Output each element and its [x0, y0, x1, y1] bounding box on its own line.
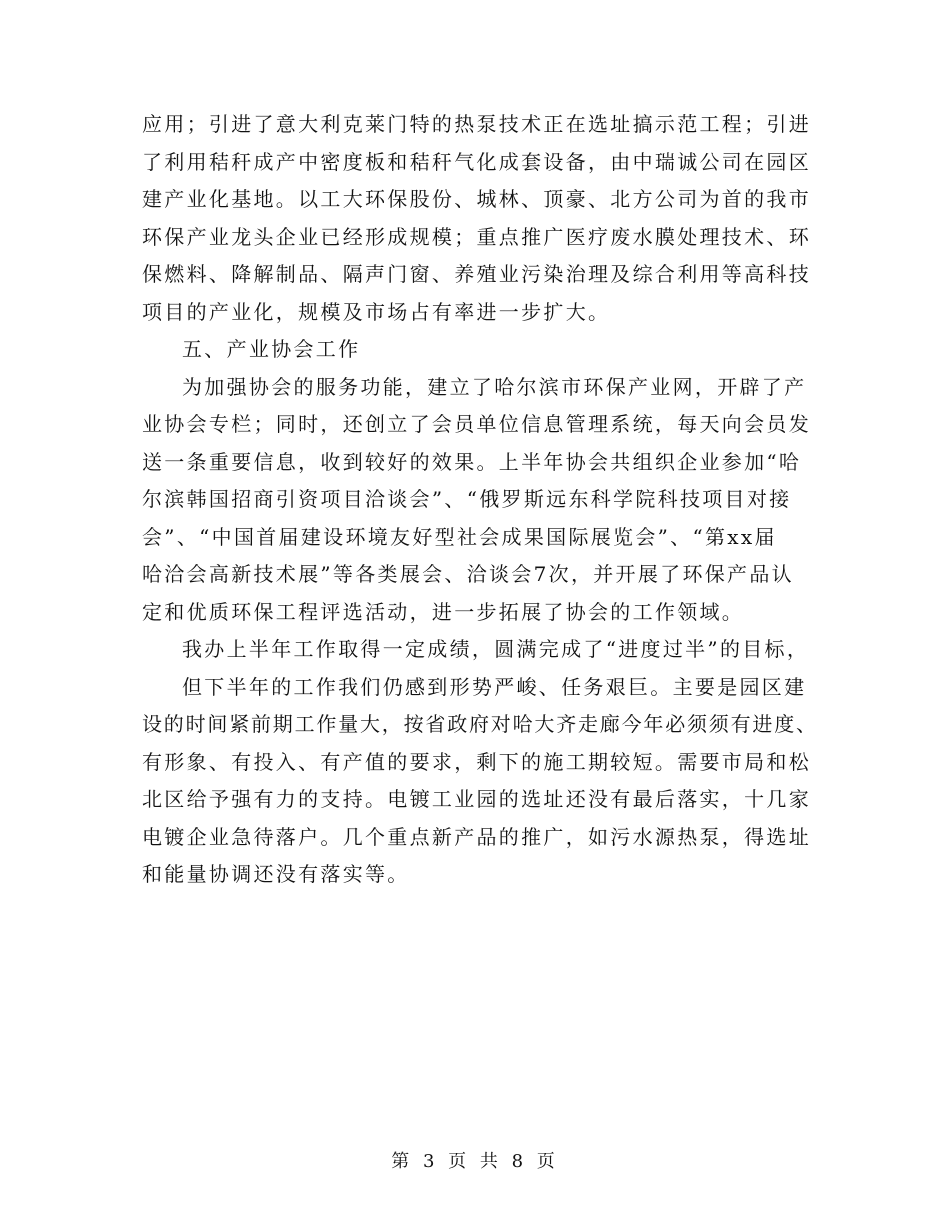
body-text: [142, 106, 817, 894]
text-line: 送一条重要信息，收到较好的效果。上半年协会共组织企业参加“哈: [142, 449, 802, 474]
page-number-footer: 第 3 页 共 8 页: [391, 1151, 559, 1172]
section-heading: 五、产业协会工作: [182, 337, 361, 361]
text-line: 建产业化基地。以工大环保股份、城林、顶豪、北方公司为首的我市: [142, 187, 811, 211]
text-line: 保燃料、降解制品、隔声门窗、养殖业污染治理及综合利用等高科技: [142, 262, 811, 286]
text-line: 和能量协调还没有落实等。: [142, 862, 410, 886]
text-line: 环保产业龙头企业已经形成规模；重点推广医疗废水膜处理技术、环: [142, 224, 811, 249]
text-line: 项目的产业化，规模及市场占有率进一步扩大。: [142, 299, 611, 324]
text-line: 我办上半年工作取得一定成绩，圆满完成了“进度过半”的目标，: [182, 637, 810, 661]
text-line: 设的时间紧前期工作量大，按省政府对哈大齐走廊今年必须须有进度、: [142, 712, 818, 736]
text-line: 北区给予强有力的支持。电镀工业园的选址还没有最后落实，十几家: [142, 787, 811, 811]
text-line: 了利用秸秆成产中密度板和秸秆气化成套设备，由中瑞诚公司在园区: [142, 149, 811, 174]
text-line: 电镀企业急待落户。几个重点新产品的推广，如污水源热泵，得选址: [142, 824, 811, 849]
text-line: 有形象、有投入、有产值的要求，剩下的施工期较短。需要市局和松: [142, 749, 811, 774]
text-line: 但下半年的工作我们仍感到形势严峻、任务艰巨。主要是园区建: [182, 674, 807, 699]
text-line: 应用；引进了意大利克莱门特的热泵技术正在选址搞示范工程；引进: [142, 112, 811, 136]
text-line: 业协会专栏；同时，还创立了会员单位信息管理系统，每天向会员发: [142, 412, 811, 436]
text-line: 会”、“中国首届建设环境友好型社会成果国际展览会”、“第xx届: [142, 524, 777, 549]
text-line: 尔滨韩国招商引资项目洽谈会”、“俄罗斯远东科学院科技项目对接: [142, 487, 792, 511]
text-line: 为加强协会的服务功能，建立了哈尔滨市环保产业网，开辟了产: [182, 374, 807, 399]
text-line: 定和优质环保工程评选活动，进一步拓展了协会的工作领域。: [142, 599, 745, 624]
text-line: 哈洽会高新技术展”等各类展会、洽谈会7次，并开展了环保产品认: [142, 562, 794, 586]
